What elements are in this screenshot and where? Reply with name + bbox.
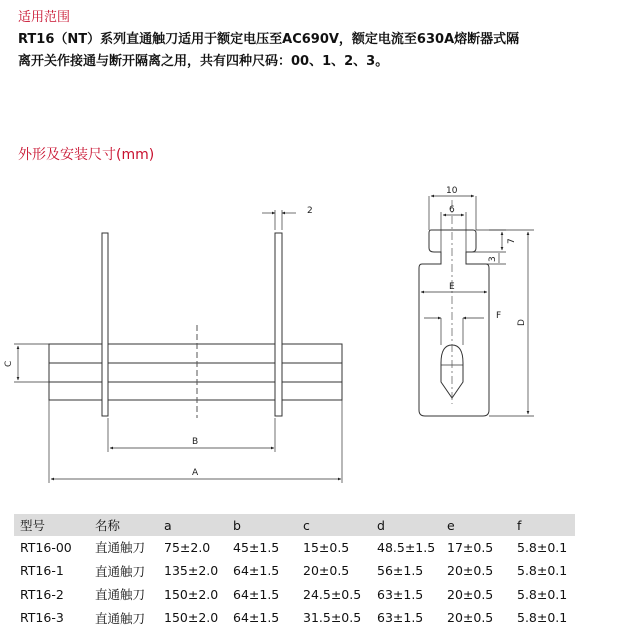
cell-e: 20±0.5 [441,583,511,607]
table-row [14,606,575,630]
label-2: 2 [307,206,313,216]
cell-c: 24.5±0.5 [297,583,371,607]
cell-d: 48.5±1.5 [371,536,441,559]
cell-e: 20±0.5 [441,559,511,583]
col-header-f: f [511,514,575,536]
intro-line-1: RT16（NT）系列直通触刀适用于额定电压至AC690V，额定电流至630A熔断器式隔 [18,32,520,47]
table-row [14,583,575,607]
cell-a: 150±2.0 [158,606,227,630]
intro-paragraph [18,29,610,73]
label-e: E [449,282,455,292]
col-header-d: d [371,514,441,536]
col-header-a: a [158,514,227,536]
table-header-row [14,514,575,536]
right-contact [275,233,282,416]
intro-line-2: 离开关作接通与断开隔离之用，共有四种尺码：00、1、2、3。 [18,54,389,69]
table-row [14,536,575,559]
cell-f: 5.8±0.1 [511,606,575,630]
cell-e: 17±0.5 [441,536,511,559]
label-3: 3 [488,256,498,262]
cell-a: 150±2.0 [158,583,227,607]
cell-b: 64±1.5 [227,559,297,583]
cell-name: 直通触刀 [89,559,158,583]
cell-a: 135±2.0 [158,559,227,583]
label-d: D [517,319,527,326]
label-c: C [4,360,14,367]
left-contact [102,233,108,416]
cell-model: RT16-1 [14,559,89,583]
section-title-dimensions: 外形及安装尺寸(mm) [18,147,155,163]
cell-d: 56±1.5 [371,559,441,583]
col-header-b: b [227,514,297,536]
cell-d: 63±1.5 [371,583,441,607]
cell-model: RT16-2 [14,583,89,607]
cell-a: 75±2.0 [158,536,227,559]
col-header-c: c [297,514,371,536]
cell-c: 15±0.5 [297,536,371,559]
label-f: F [496,311,502,321]
cell-d: 63±1.5 [371,606,441,630]
cell-name: 直通触刀 [89,606,158,630]
label-6: 6 [449,205,455,215]
table-row [14,559,575,583]
cell-f: 5.8±0.1 [511,536,575,559]
label-10: 10 [446,186,458,196]
label-7: 7 [507,238,517,244]
cell-b: 64±1.5 [227,583,297,607]
dimension-drawing [0,175,623,490]
cell-b: 45±1.5 [227,536,297,559]
section-title-scope: 适用范围 [18,10,71,25]
col-header-name: 名称 [89,514,158,536]
cell-c: 20±0.5 [297,559,371,583]
col-header-e: e [441,514,511,536]
label-a: A [192,468,199,478]
blade-body [49,344,342,400]
cell-b: 64±1.5 [227,606,297,630]
cell-model: RT16-00 [14,536,89,559]
cell-model: RT16-3 [14,606,89,630]
cell-c: 31.5±0.5 [297,606,371,630]
cell-name: 直通触刀 [89,583,158,607]
cell-f: 5.8±0.1 [511,559,575,583]
cell-f: 5.8±0.1 [511,583,575,607]
label-b: B [192,437,199,447]
cell-name: 直通触刀 [89,536,158,559]
cell-e: 20±0.5 [441,606,511,630]
col-header-model: 型号 [14,514,89,536]
spec-table [14,514,575,630]
